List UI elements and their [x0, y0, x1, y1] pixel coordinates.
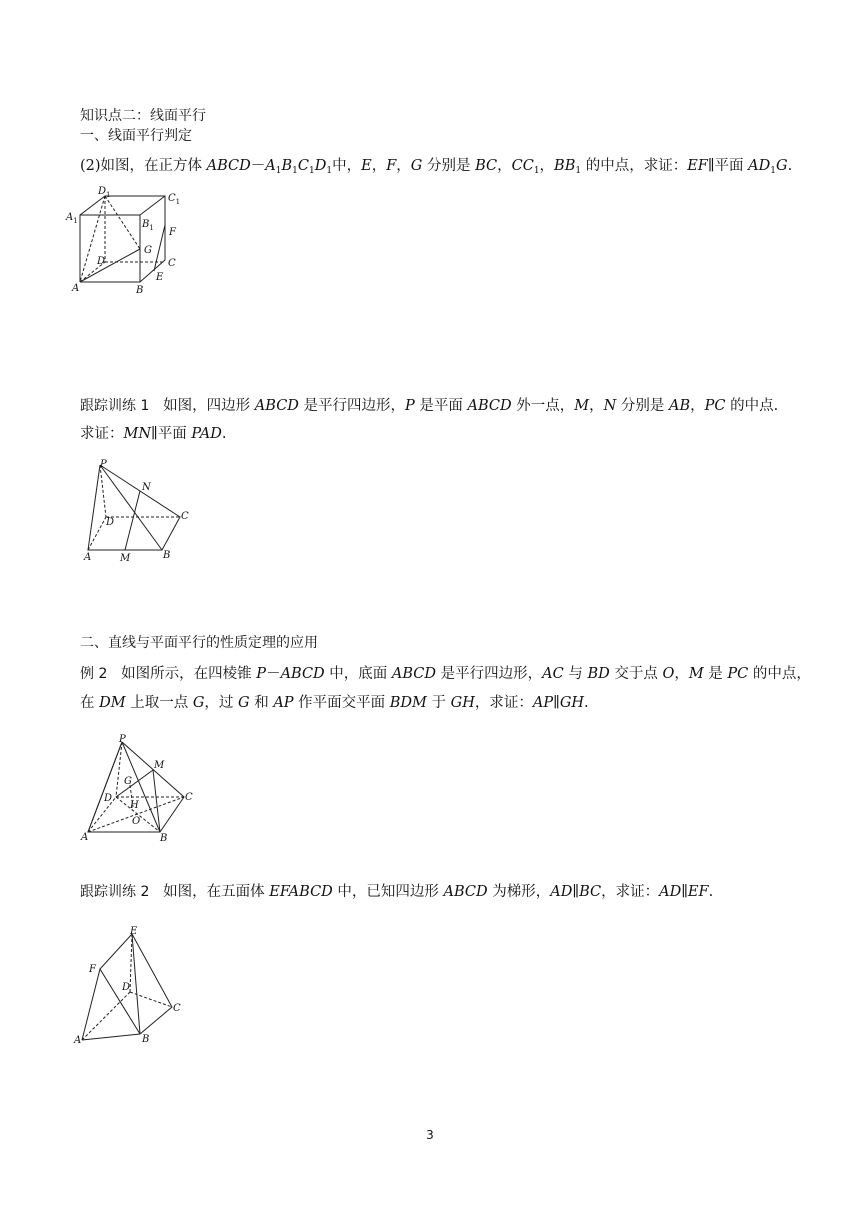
label-G: G — [124, 776, 132, 787]
label-A: A — [72, 283, 80, 294]
train1-label: 跟踪训练 1 — [80, 398, 150, 414]
label-P: P — [119, 734, 126, 745]
label-D: D — [97, 256, 106, 267]
label-A: A — [74, 1035, 82, 1046]
label-D: D — [104, 793, 113, 804]
label-C: C — [185, 792, 193, 803]
label-B: B — [142, 1034, 150, 1045]
label-C: C — [168, 258, 176, 269]
label-P: P — [100, 459, 107, 470]
label-D: D — [106, 517, 115, 528]
label-C1: $C_1$ — [168, 193, 181, 206]
label-A: A — [84, 552, 92, 563]
label-A: A — [81, 832, 89, 843]
label-O: O — [132, 816, 141, 827]
cube-figure — [60, 185, 200, 300]
label-G: G — [144, 245, 152, 256]
page-number: 3 — [426, 1128, 434, 1142]
pentahedron-figure — [72, 922, 192, 1047]
example2-label: 例 2 — [80, 666, 108, 682]
label-M: M — [154, 760, 165, 771]
label-A1: $A_1$ — [66, 212, 78, 225]
train1-line1: 跟踪训练 1 如图，四边形 ABCD 是平行四边形，P 是平面 ABCD 外一点，M，N 分别是 AB，PC 的中点. — [80, 398, 779, 414]
label-A1-subscript: 1 — [73, 217, 78, 225]
label-B1-subscript: 1 — [149, 224, 154, 232]
problem-2-text: (2)如图，在正方体 $ABCD-A_1B_1C_1D_1$中，E，F，G 分别是 BC，$CC_1$，$BB_1$ 的中点，求证：EF∥平面 $AD_1G$. — [80, 158, 793, 176]
label-D: D — [122, 982, 131, 993]
example2-line1: 例 2 如图所示，在四棱锥 P－ABCD 中，底面 ABCD 是平行四边形，AC 与 BD 交于点 O，M 是 PC 的中点， — [80, 666, 811, 682]
label-B: B — [160, 833, 168, 844]
pyramid1-figure — [80, 455, 200, 565]
label-F: F — [169, 227, 176, 238]
train2-line: 跟踪训练 2 如图，在五面体 EFABCD 中，已知四边形 ABCD 为梯形，AD∥BC，求证：AD∥EF. — [80, 884, 714, 900]
label-M: M — [120, 553, 131, 564]
label-C1-subscript: 1 — [175, 198, 181, 206]
label-F: F — [89, 964, 96, 975]
label-B1: $B_1$ — [142, 219, 154, 232]
label-C: C — [181, 511, 189, 522]
label-D1-subscript: 1 — [106, 191, 111, 199]
section-title: 知识点二：线面平行 — [80, 108, 206, 124]
train2-label: 跟踪训练 2 — [80, 884, 150, 900]
subsection-1: 一、线面平行判定 — [80, 128, 192, 144]
subsection-2: 二、直线与平面平行的性质定理的应用 — [80, 635, 318, 651]
label-E: E — [156, 272, 164, 283]
example2-line2: 在 DM 上取一点 G，过 G 和 AP 作平面交平面 BDM 于 GH，求证：AP∥GH. — [80, 695, 589, 711]
label-C: C — [173, 1003, 181, 1014]
label-N: N — [142, 482, 151, 493]
label-D1: $D_1$ — [98, 186, 111, 199]
train1-line2: 求证：MN∥平面 PAD. — [80, 426, 227, 442]
label-E: E — [130, 926, 138, 937]
pyramid2-figure — [78, 732, 208, 842]
label-B: B — [136, 285, 144, 296]
label-B: B — [163, 550, 171, 561]
label-H: H — [130, 800, 139, 811]
